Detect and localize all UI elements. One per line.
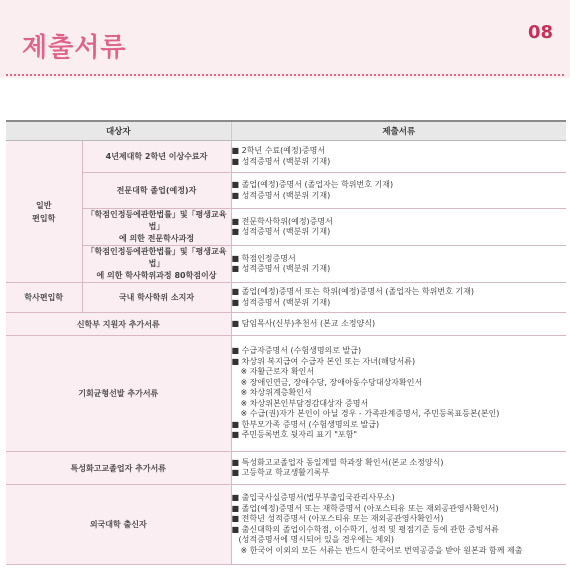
docs-cell	[231, 336, 566, 452]
docs-cell	[231, 141, 566, 173]
docs-cell	[231, 485, 566, 565]
document-item: ■ 졸업(예정)증명서 또는 재학증명서 (아포스티유 또는 재외공관영사확인서)	[231, 503, 499, 513]
table-header-row	[6, 121, 566, 141]
document-item: ※ 자활근로자 확인서	[240, 367, 315, 377]
document-item: ■ 성적증명서 (백분위 기재)	[231, 264, 331, 273]
document-item: ※ 수급(권)자가 본인이 아닐 경우 - 가족관계증명서, 주민등록표등본(본인)	[240, 409, 500, 419]
target-cell: 「학점인정등에관한법률」및「평생교육법」 에 의한 전문학사과정	[82, 209, 231, 246]
header-dotted-divider	[6, 74, 564, 76]
document-item: ■ 담임목사(신부)추천서 (본교 소정양식)	[231, 318, 376, 328]
document-item: ■ 출입국사실증명서(법무부출입국관리사무소)	[231, 493, 395, 502]
document-item: ■ 학점인정증명서	[231, 253, 296, 263]
page-number: 08	[527, 22, 553, 43]
document-item: ■ 졸업(예정)증명서 (졸업자는 학위번호 기재)	[231, 180, 394, 189]
document-item: ■ 한부모가족 증명서 (수험생명의로 발급)	[231, 419, 380, 429]
document-item: ■ 특성화고교졸업자 동일계열 학과장 확인서(본교 소정양식)	[231, 457, 444, 467]
docs-cell	[231, 246, 566, 283]
docs-cell	[231, 283, 566, 313]
document-item: ■ 주민등록번호 뒷자리 표기 "포함"	[231, 430, 358, 440]
target-cell: 외국대학 출신자	[6, 485, 231, 565]
group-general-transfer: 일반 편입학	[6, 141, 82, 283]
table-body	[6, 141, 566, 565]
document-item: ※ 장애인연금, 장애수당, 장애아동수당대상자확인서	[240, 377, 423, 387]
document-item: ■ 2학년 수료(예정)증명서	[231, 146, 326, 155]
table-row	[6, 209, 566, 246]
target-cell: 기회균형선발 추가서류	[6, 336, 231, 452]
group-bachelor-transfer: 학사편입학	[6, 283, 82, 313]
target-cell: 4년제대학 2학년 이상수료자	[82, 141, 231, 173]
target-cell: 전문대학 졸업(예정)자	[82, 173, 231, 209]
table-row	[6, 485, 566, 565]
document-item: ■ 성적증명서 (백분위 기재)	[231, 297, 331, 307]
table-row	[6, 283, 566, 313]
page-title: 제출서류	[22, 33, 127, 63]
document-item: ■ 차상위 복지급여 수급자 본인 또는 자녀(해당서류)	[231, 356, 416, 366]
document-item: ■ 수급자증명서 (수험생명의로 발급)	[231, 346, 362, 356]
table-row	[6, 246, 566, 283]
document-item: ※ 한국어 이외의 모든 서류는 반드시 한국어로 번역공증을 받아 원본과 함께 제출	[240, 545, 523, 555]
document-item: ■ 출신대학의 졸업이수학점, 이수학기, 성적 및 평점기준 등에 관한 증빙서류	[231, 524, 499, 534]
docs-cell	[231, 313, 566, 336]
documents-table	[6, 120, 566, 565]
docs-cell	[231, 173, 566, 209]
document-item: ■ 고등학교 학교생활기록부	[231, 468, 330, 477]
document-item: ■ 전학년 성적증명서 (아포스티유 또는 재외공관영사확인서)	[231, 514, 444, 523]
document-item: ※ 차상위계층확인서	[240, 388, 312, 398]
page-header	[0, 0, 570, 78]
document-item: ■ 전문학사학위(예정)증명서	[231, 216, 333, 226]
target-cell: 신학부 지원자 추가서류	[6, 313, 231, 336]
column-header-target: 대상자	[6, 121, 231, 141]
table-row	[6, 452, 566, 485]
table-row	[6, 141, 566, 173]
document-item: ※ 차상위본인부담경감대상자 증명서	[240, 398, 369, 408]
document-item: ■ 성적증명서 (백분위 기재)	[231, 156, 331, 166]
docs-cell	[231, 452, 566, 485]
docs-cell	[231, 209, 566, 246]
table-row	[6, 173, 566, 209]
target-cell: 「학점인정등에관한법률」및「평생교육법」 에 의한 학사학위과정 80학점이상	[82, 246, 231, 283]
target-cell: 특성화고교졸업자 추가서류	[6, 452, 231, 485]
column-header-documents: 제출서류	[231, 121, 566, 141]
document-item: (성적증명서에 명시되어 있을 경우에는 제외)	[238, 535, 395, 544]
document-item: ■ 성적증명서 (백분위 기재)	[231, 190, 331, 200]
document-item: ■ 성적증명서 (백분위 기재)	[231, 227, 331, 236]
table-row	[6, 313, 566, 336]
table-row	[6, 336, 566, 452]
document-item: ■ 졸업(예정)증명서 또는 학위(예정)증명서 (졸업자는 학위번호 기재)	[231, 287, 474, 296]
target-cell: 국내 학사학위 소지자	[82, 283, 231, 313]
